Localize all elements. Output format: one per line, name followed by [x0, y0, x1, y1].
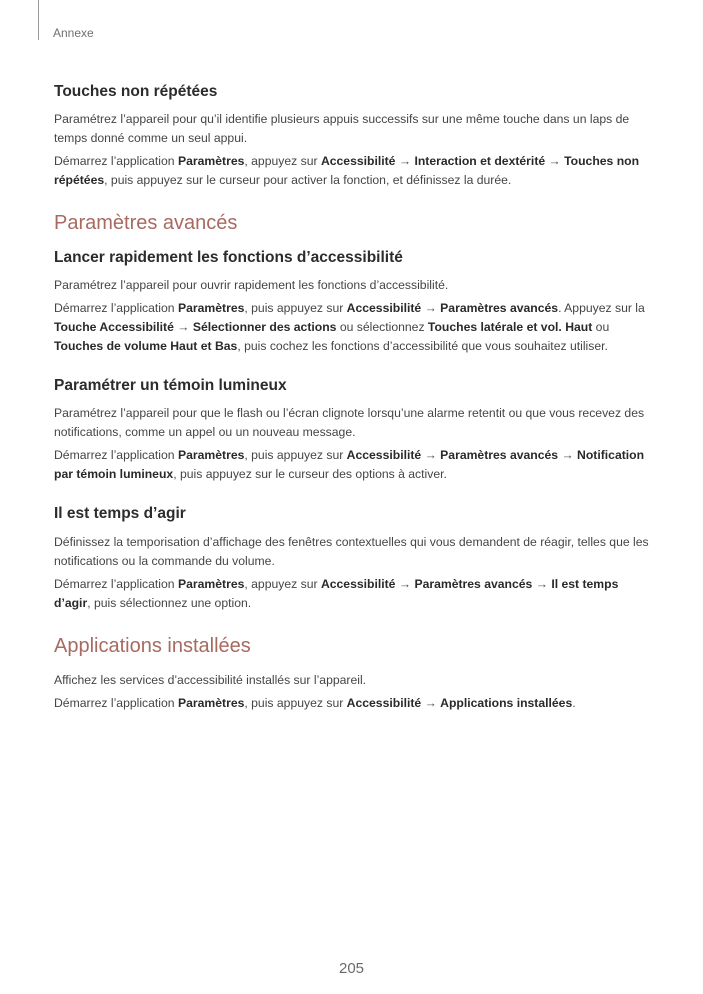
section-touches-non-repetees [54, 82, 650, 190]
header-margin-rule [38, 0, 39, 40]
subsection-il-est-temps-dagir [54, 504, 650, 612]
instruction-paragraph: Démarrez l’application Paramètres, puis appuyez sur Accessibilité → Paramètres avancés → Notification par témoin lumineux, puis appuyez sur le curseur des options à activer. [54, 448, 645, 482]
section-title-applications-installees: Applications installées [54, 634, 251, 657]
page-content [54, 82, 650, 733]
instruction-paragraph: Démarrez l’application Paramètres, appuyez sur Accessibilité → Interaction et dextérité → Touches non répétées, puis appuyez sur le curseur pour activer la fonction, et définissez la durée. [54, 154, 640, 188]
subsection-lancer-rapidement [54, 248, 650, 356]
subsection-temoin-lumineux [54, 376, 650, 484]
subsection-title: Lancer rapidement les fonctions d’accessibilité [54, 249, 403, 267]
instruction-paragraph: Démarrez l’application Paramètres, puis appuyez sur Accessibilité → Paramètres avancés. Appuyez sur la Touche Accessibilité → Sélectionner des actions ou sélectionnez Touches latérale et vol. Haut ou Touches de volume Haut et Bas, puis cochez les fonctions d’accessibilité que vous souhaitez utiliser. [54, 301, 645, 354]
section-title-parametres-avances: Paramètres avancés [54, 212, 238, 235]
instruction-paragraph: Démarrez l’application Paramètres, puis appuyez sur Accessibilité → Applications installées. [54, 695, 576, 710]
description-paragraph: Définissez la temporisation d’affichage des fenêtres contextuelles qui vous demandent de réagir, telles que les notifications ou la commande du volume. [54, 534, 649, 568]
instruction-paragraph: Démarrez l’application Paramètres, appuyez sur Accessibilité → Paramètres avancés → Il est temps d’agir, puis sélectionnez une option. [54, 576, 619, 610]
description-paragraph: Paramétrez l’appareil pour que le flash ou l’écran clignote lorsqu’une alarme retentit ou que vous recevez des notifications, comme un appel ou un nouveau message. [54, 406, 645, 440]
section-applications-installees [54, 671, 650, 713]
description-paragraph: Affichez les services d’accessibilité installés sur l’appareil. [54, 672, 367, 687]
page-number: 205 [338, 960, 365, 977]
subsection-title: Touches non répétées [54, 83, 218, 100]
description-paragraph: Paramétrez l’appareil pour ouvrir rapidement les fonctions d’accessibilité. [54, 278, 449, 293]
subsection-title: Il est temps d’agir [54, 505, 186, 523]
description-paragraph: Paramétrez l’appareil pour qu’il identifie plusieurs appuis successifs sur une même touche dans un laps de temps donné comme un seul appui. [54, 112, 630, 146]
subsection-title: Paramétrer un témoin lumineux [54, 377, 287, 395]
header-label: Annexe [53, 26, 94, 40]
